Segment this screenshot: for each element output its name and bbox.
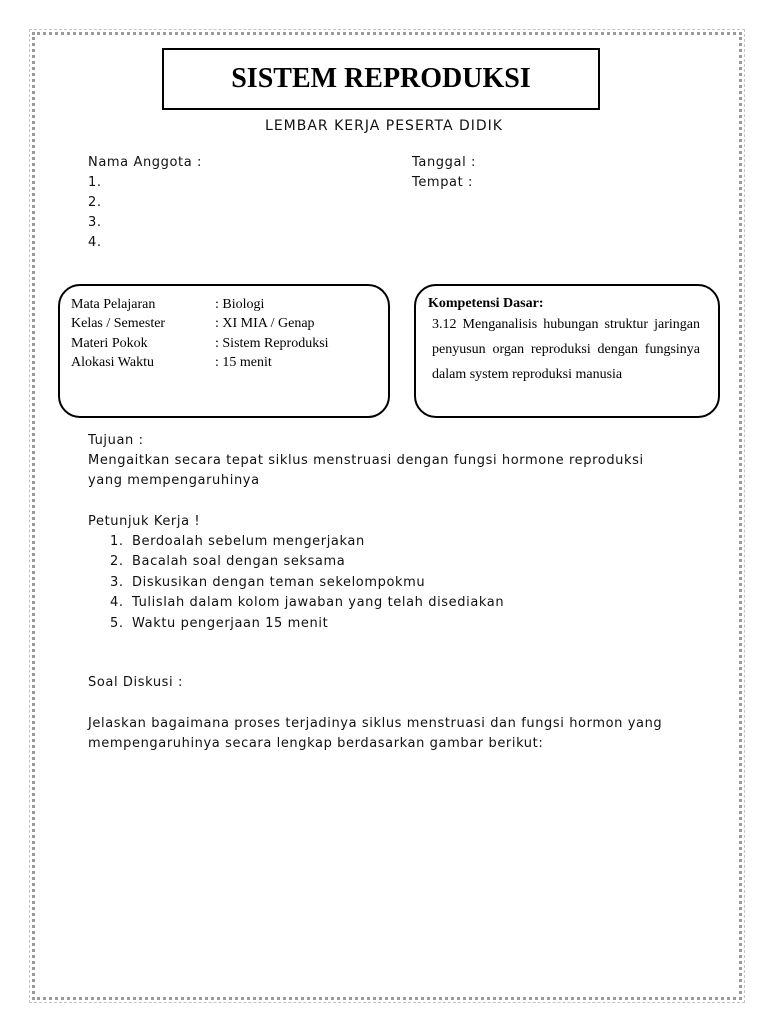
tujuan-text: yang mempengaruhinya — [88, 473, 260, 488]
info-value: : Sistem Reproduksi — [215, 336, 329, 351]
member-number: 4. — [88, 235, 102, 250]
info-label: Mata Pelajaran — [71, 297, 156, 312]
list-item: 5. Waktu pengerjaan 15 menit — [110, 615, 329, 631]
kompetensi-dasar-title: Kompetensi Dasar: — [428, 296, 544, 311]
list-item: 1. Berdoalah sebelum mengerjakan — [110, 534, 365, 549]
member-number: 3. — [88, 215, 102, 230]
soal-text: Jelaskan bagaimana proses terjadinya siklus menstruasi dan fungsi hormon yang — [88, 716, 663, 731]
soal-text: mempengaruhinya secara lengkap berdasarkan gambar berikut: — [88, 736, 544, 751]
info-label: Kelas / Semester — [71, 316, 166, 331]
kompetensi-dasar-text: 3.12 Menganalisis hubungan struktur jaringan penyusun organ reproduksi dengan fungsinya dalam system reproduksi manusia — [432, 317, 700, 382]
soal-label: Soal Diskusi : — [88, 675, 183, 690]
info-label: Materi Pokok — [71, 336, 148, 351]
tujuan-text: Mengaitkan secara tepat siklus menstruasi dengan fungsi hormone reproduksi — [88, 453, 644, 468]
petunjuk-list — [110, 532, 504, 634]
page-title: SISTEM REPRODUKSI — [162, 48, 600, 110]
info-value: : 15 menit — [215, 355, 272, 370]
tujuan-label: Tujuan : — [88, 433, 144, 448]
members-label: Nama Anggota : — [88, 155, 203, 170]
member-number: 1. — [88, 175, 102, 190]
list-item: 3. Diskusikan dengan teman sekelompokmu — [110, 574, 426, 590]
info-value: : Biologi — [215, 297, 265, 312]
petunjuk-label: Petunjuk Kerja ! — [88, 514, 201, 529]
member-number: 2. — [88, 195, 102, 210]
list-item: 2. Bacalah soal dengan seksama — [110, 554, 346, 570]
info-label: Alokasi Waktu — [71, 355, 154, 370]
subtitle: LEMBAR KERJA PESERTA DIDIK — [265, 118, 503, 134]
list-item: 4. Tulislah dalam kolom jawaban yang telah disediakan — [110, 595, 505, 611]
tanggal-label: Tanggal : — [412, 155, 476, 170]
tempat-label: Tempat : — [412, 175, 474, 190]
info-value: : XI MIA / Genap — [215, 316, 315, 331]
